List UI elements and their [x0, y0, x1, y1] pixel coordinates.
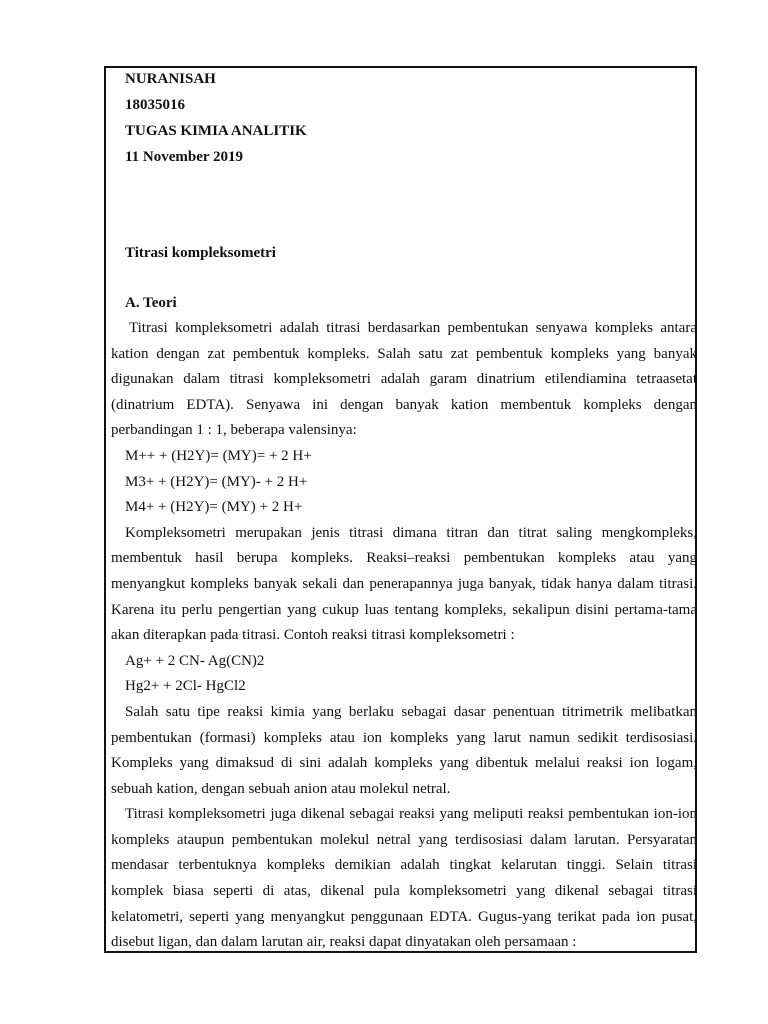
- document-date: 11 November 2019: [125, 149, 244, 165]
- equation-2: M3+ + (H2Y)= (MY)- + 2 H+: [125, 473, 308, 490]
- paragraph-4: Titrasi kompleksometri juga dikenal sebagai reaksi yang meliputi reaksi pembentukan ion-ion kompleks ataupun pembentukan molekul netral yang terdisosiasi dalam larutan. Persyaratan mendasar terbentuknya kompleks demikian adalah tingkat kelarutan tinggi. Selain titrasi komplek biasa seperti di atas, dikenal pula kompleksometri yang dikenal sebagai titrasi kelatometri, seperti yang menyangkut penggunaan EDTA. Gugus-yang terikat pada ion pusat, disebut ligan, dan dalam larutan air, reaksi dapat dinyatakan oleh persamaan :: [111, 806, 697, 951]
- paragraph-2: Kompleksometri merupakan jenis titrasi dimana titran dan titrat saling mengkompleks, membentuk hasil berupa kompleks. Reaksi–reaksi pembentukan kompleks atau yang menyangkut kompleks banyak sekali dan penerapannya juga banyak, tidak hanya dalam titrasi. Karena itu perlu pengertian yang cukup luas tentang kompleks, sekalipun disini pertama-tama akan diterapkan pada titrasi. Contoh reaksi titrasi kompleksometri :: [111, 524, 697, 644]
- topic-title: Titrasi kompleksometri: [125, 245, 276, 261]
- student-id: 18035016: [125, 97, 185, 113]
- document-header: [125, 66, 665, 170]
- document-body: [111, 316, 697, 956]
- author-name: NURANISAH: [125, 71, 216, 87]
- equation-3: M4+ + (H2Y)= (MY) + 2 H+: [125, 499, 303, 516]
- paragraph-1: Titrasi kompleksometri adalah titrasi berdasarkan pembentukan senyawa kompleks antara kation dengan zat pembentuk kompleks. Salah satu zat pembentuk kompleks yang banyak digunakan dalam titrasi kompleksometri adalah garam dinatrium etilendiamina tetraasetat (dinatrium EDTA). Senyawa ini dengan banyak kation membentuk kompleks dengan perbandingan 1 : 1, beberapa valensinya:: [111, 320, 697, 439]
- equation-1: M++ + (H2Y)= (MY)= + 2 H+: [125, 447, 312, 464]
- paragraph-3: Salah satu tipe reaksi kimia yang berlaku sebagai dasar penentuan titrimetrik melibatkan pembentukan (formasi) kompleks atau ion kompleks yang larut namun sedikit terdisosiasi. Kompleks yang dimaksud di sini adalah kompleks yang dibentuk melalui reaksi ion logam, sebuah kation, dengan sebuah anion atau molekul netral.: [111, 703, 697, 797]
- assignment-title: TUGAS KIMIA ANALITIK: [125, 123, 307, 139]
- equation-4: Ag+ + 2 CN- Ag(CN)2: [125, 652, 265, 669]
- section-heading: A. Teori: [125, 295, 177, 311]
- equation-5: Hg2+ + 2Cl- HgCl2: [125, 678, 246, 695]
